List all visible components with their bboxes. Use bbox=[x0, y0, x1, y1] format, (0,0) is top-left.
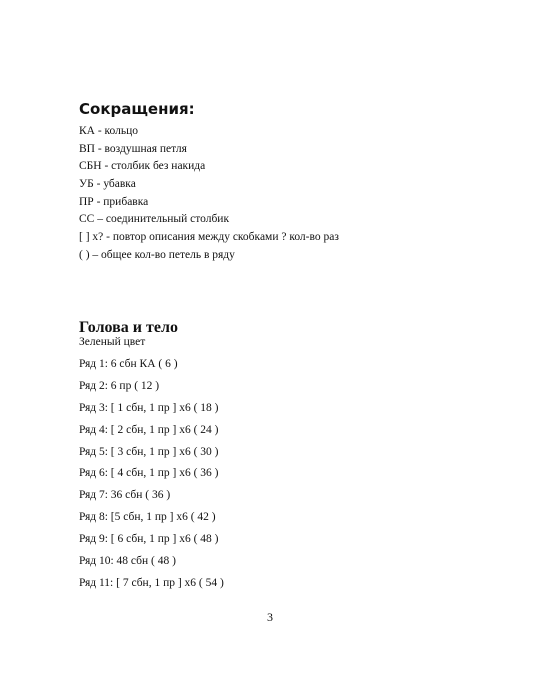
pattern-row: Ряд 3: [ 1 сбн, 1 пр ] x6 ( 18 ) bbox=[79, 401, 219, 414]
pattern-row: Ряд 7: 36 сбн ( 36 ) bbox=[79, 489, 171, 502]
pattern-row: Ряд 8: [5 сбн, 1 пр ] x6 ( 42 ) bbox=[79, 511, 216, 524]
pattern-row: Ряд 11: [ 7 сбн, 1 пр ] x6 ( 54 ) bbox=[79, 576, 224, 589]
abbreviation-item: СС – соединительный столбик bbox=[79, 213, 230, 226]
pattern-row: Ряд 4: [ 2 сбн, 1 пр ] x6 ( 24 ) bbox=[79, 423, 219, 436]
section-subheading: Зеленый цвет bbox=[79, 336, 146, 348]
abbreviation-item: СБН - столбик без накида bbox=[79, 160, 206, 173]
pattern-row: Ряд 6: [ 4 сбн, 1 пр ] x6 ( 36 ) bbox=[79, 467, 219, 480]
pattern-rows-list bbox=[79, 357, 224, 598]
abbreviations-list bbox=[79, 124, 339, 266]
abbreviations-heading: Сокращения: bbox=[79, 100, 195, 118]
pattern-row: Ряд 9: [ 6 сбн, 1 пр ] x6 ( 48 ) bbox=[79, 533, 219, 546]
section-heading: Голова и тело bbox=[79, 319, 178, 336]
abbreviation-item: КА - кольцо bbox=[79, 125, 139, 137]
pattern-row: Ряд 2: 6 пр ( 12 ) bbox=[79, 379, 160, 392]
abbreviation-item: [ ] x? - повтор описания между скобками ? кол-во раз bbox=[79, 231, 339, 244]
page-number: 3 bbox=[267, 610, 273, 624]
abbreviation-item: УБ - убавка bbox=[79, 178, 136, 191]
abbreviation-item: ВП - воздушная петля bbox=[79, 142, 187, 155]
abbreviation-item: ( ) – общее кол-во петель в ряду bbox=[79, 248, 235, 261]
pattern-row: Ряд 5: [ 3 сбн, 1 пр ] x6 ( 30 ) bbox=[79, 445, 219, 458]
abbreviation-item: ПР - прибавка bbox=[79, 195, 149, 208]
pattern-row: Ряд 1: 6 сбн КА ( 6 ) bbox=[79, 358, 178, 370]
pattern-row: Ряд 10: 48 сбн ( 48 ) bbox=[79, 555, 176, 568]
